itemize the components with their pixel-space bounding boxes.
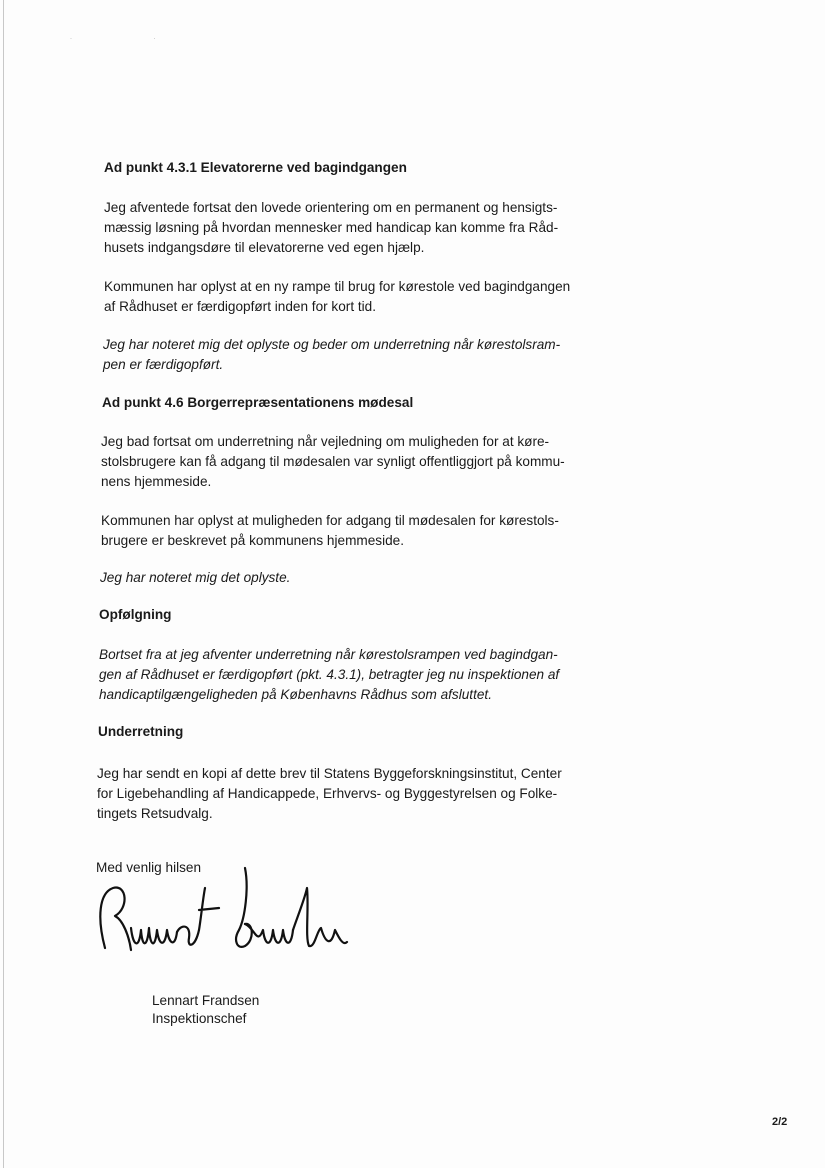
heading-followup: Opfølgning (99, 607, 172, 622)
paragraph-meeting-hall-2: Kommunen har oplyst at muligheden for adgang til mødesalen for kørestols- brugere er beskrevet på kommunens hjemmeside. (101, 513, 559, 548)
paragraph-elevators-1: Jeg afventede fortsat den lovede orientering om en permanent og hensigts- mæssig løsning på hvordan mennesker med handicap kan komme fra Råd- husets indgangsdøre til elevatorerne ved egen hjælp. (104, 200, 559, 255)
heading-meeting-hall: Ad punkt 4.6 Borgerrepræsentationens mødesal (102, 395, 414, 410)
note-meeting-hall: Jeg har noteret mig det oplyste. (100, 570, 291, 585)
signer-title: Inspektionschef (152, 1011, 247, 1026)
note-elevators: Jeg har noteret mig det oplyste og beder om underretning når kørestolsram- pen er færdigopført. (103, 337, 561, 372)
closing-greeting: Med venlig hilsen (96, 860, 202, 875)
handwritten-signature (95, 858, 355, 958)
paragraph-followup: Bortset fra at jeg afventer underretning når kørestolsrampen ved bagindgan- gen af Rådhuset er færdigopført (pkt. 4.3.1), betragter jeg nu inspektionen af handicaptilgængeligheden på Københavns Rådhus som afsluttet. (99, 647, 560, 702)
paragraph-meeting-hall-1: Jeg bad fortsat om underretning når vejledning om muligheden for at køre- stolsbrugere kan få adgang til mødesalen var synligt offentliggjort på kommu- nens hjemmeside. (101, 434, 565, 489)
scan-specks: · · (70, 36, 196, 42)
page-number: 2/2 (772, 1116, 788, 1128)
scan-edge (3, 0, 4, 1168)
heading-notification: Underretning (98, 724, 184, 739)
paragraph-notification: Jeg har sendt en kopi af dette brev til Statens Byggeforskningsinstitut, Center for Ligebehandling af Handicappede, Erhvervs- og Byggestyrelsen og Folke- tingets Retsudvalg. (97, 766, 562, 821)
paragraph-elevators-2: Kommunen har oplyst at en ny rampe til brug for kørestole ved bagindgangen af Rådhuset er færdigopført inden for kort tid. (104, 279, 571, 314)
signer-name: Lennart Frandsen (152, 993, 260, 1008)
heading-elevators: Ad punkt 4.3.1 Elevatorerne ved bagindgangen (104, 160, 407, 175)
